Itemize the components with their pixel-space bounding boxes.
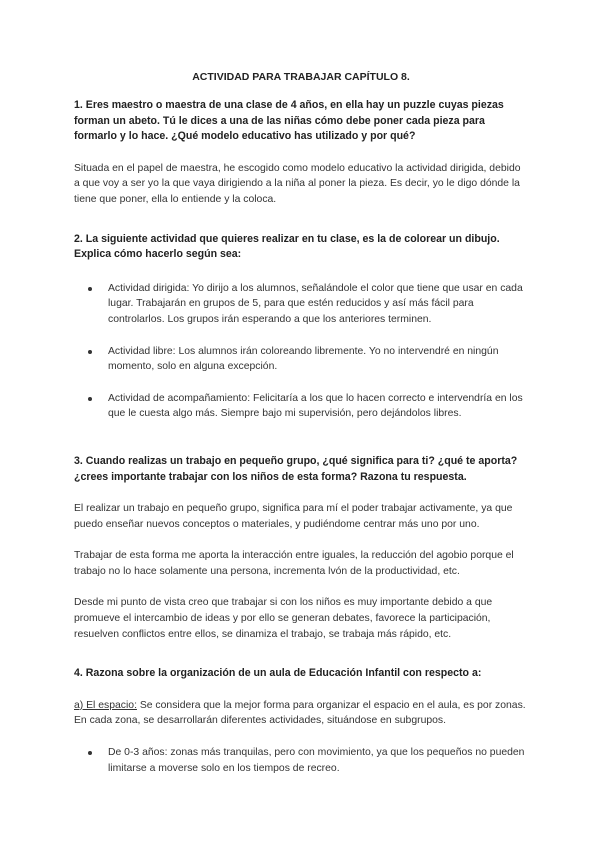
bullet-icon [88, 287, 92, 291]
question-4: 4. Razona sobre la organización de un aula de Educación Infantil con respecto a: [74, 667, 482, 680]
answer-4-space [74, 698, 528, 729]
space-heading: a) El espacio: [74, 699, 137, 711]
activity-list [74, 281, 528, 422]
list-item-text: Actividad libre: Los alumnos irán coloreando libremente. Yo no intervendré en ningún momento, solo en alguna excepción. [108, 345, 499, 373]
list-item-text: Actividad de acompañamiento: Felicitaría a los que lo hacen correcto e intervendría en los que le cuesta algo más. Siempre bajo mi supervisión, pero dejándolos libres. [108, 392, 523, 420]
list-item [74, 281, 528, 328]
question-1: 1. Eres maestro o maestra de una clase de 4 años, en ella hay un puzzle cuyas piezas forman un abeto. Tú le dices a una de las niñas cómo debe poner cada pieza para formarlo y lo hace. ¿Qué modelo educativo has utilizado y por qué? [74, 99, 504, 143]
list-item-text: Actividad dirigida: Yo dirijo a los alumnos, señalándole el color que tiene que usar en cada lugar. Trabajarán en grupos de 5, para que estén reducidos y así más fácil para controlarlos. Los grupos irán esperando a que los anteriores terminen. [108, 282, 523, 325]
bullet-icon [88, 751, 92, 755]
age-list [74, 745, 528, 776]
bullet-icon [88, 350, 92, 354]
bullet-icon [88, 397, 92, 401]
list-item [74, 745, 528, 776]
question-2: 2. La siguiente actividad que quieres realizar en tu clase, es la de colorear un dibujo. Explica cómo hacerlo según sea: [74, 232, 500, 261]
answer-1: Situada en el papel de maestra, he escogido como modelo educativo la actividad dirigida, debido a que voy a ser yo la que vaya dirigiendo a la niña al poner la pieza. Es decir, yo le digo dónde la tiene que poner, ella lo entiende y la coloca. [74, 162, 521, 205]
list-item [74, 344, 528, 375]
answer-3-paragraph-2: Trabajar de esta forma me aporta la interacción entre iguales, la reducción del agobio porque el trabajo no lo hace solamente una persona, incrementa lvón de la productividad, etc. [74, 550, 514, 577]
space-text: Se considera que la mejor forma para organizar el espacio en el aula, es por zonas. En cada zona, se desarrollarán diferentes actividades, situándose en subgrupos. [74, 699, 526, 727]
document-title: ACTIVIDAD PARA TRABAJAR CAPÍTULO 8. [192, 71, 410, 83]
answer-3-paragraph-1: El realizar un trabajo en pequeño grupo, significa para mí el poder trabajar activamente, ya que puedo enseñar nuevos conceptos o materiales, y pudiéndome centrar más uno por uno. [74, 503, 513, 530]
list-item-text: De 0-3 años: zonas más tranquilas, pero con movimiento, ya que los pequeños no pueden limitarse a moverse solo en los tiempos de recreo. [108, 747, 525, 774]
answer-3-paragraph-3: Desde mi punto de vista creo que trabajar si con los niños es muy importante debido a que promueve el intercambio de ideas y por ello se generan debates, favorece la participación, resuelven conflictos entre ellos, se dinamiza el trabajo, se trabaja más rápido, etc. [74, 597, 493, 640]
question-3: 3. Cuando realizas un trabajo en pequeño grupo, ¿qué significa para ti? ¿qué te aporta? ¿crees importante trabajar con los niños de esta forma? Razona tu respuesta. [74, 454, 518, 483]
list-item [74, 391, 528, 422]
